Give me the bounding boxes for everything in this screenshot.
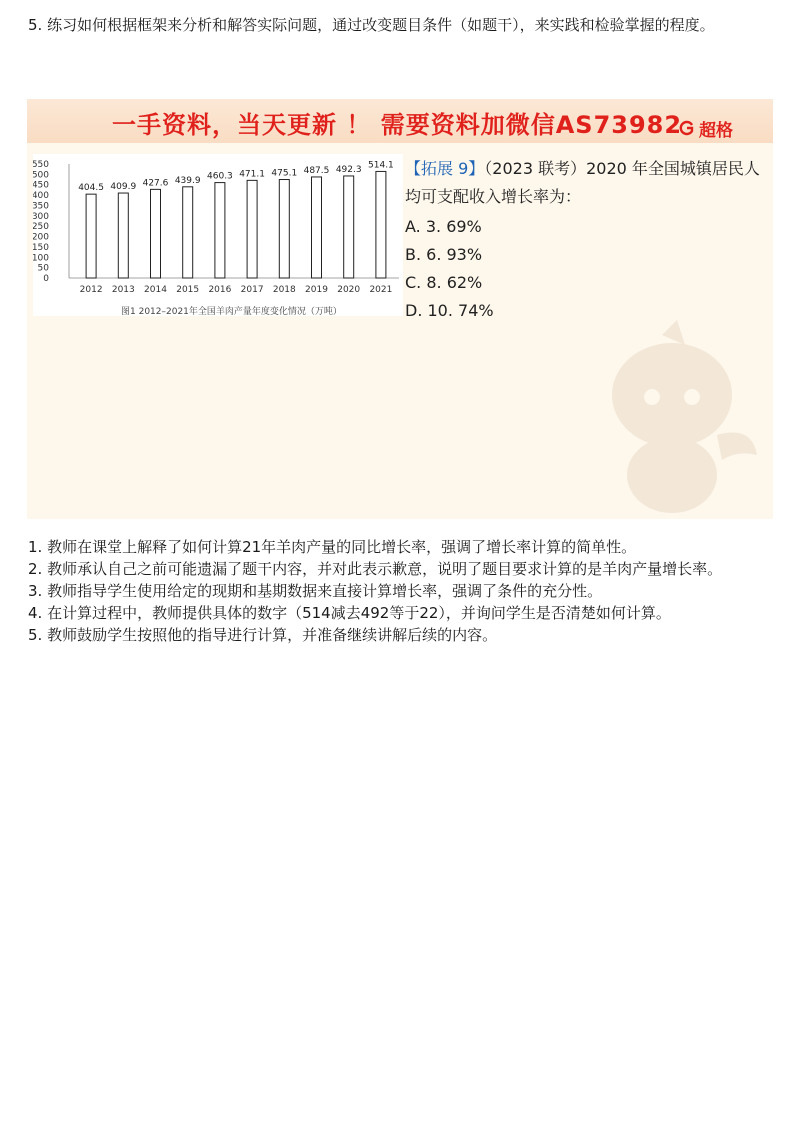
summary-item: 1. 教师在课堂上解释了如何计算21年羊肉产量的同比增长率，强调了增长率计算的简单性。 <box>28 538 637 556</box>
x-tick-label: 2012 <box>79 285 103 295</box>
bar-value-label: 460.3 <box>207 171 233 182</box>
option-c: C. 8. 62% <box>405 273 483 292</box>
y-tick-label: 400 <box>33 191 49 202</box>
y-tick-label: 100 <box>33 253 49 264</box>
banner-text: 一手资料，当天更新 ！ 需要资料加微信AS73982 <box>112 111 683 139</box>
question-stem <box>405 155 765 211</box>
x-tick-label: 2021 <box>369 285 393 295</box>
y-tick-label: 450 <box>33 180 49 191</box>
g-logo-icon <box>679 120 695 141</box>
mascot-watermark-icon <box>567 315 767 515</box>
intro-paragraph: 5. 练习如何根据框架来分析和解答实际问题，通过改变题目条件（如题干），来实践和检验掌握的程度。 <box>28 16 715 34</box>
bar <box>151 189 161 278</box>
bar <box>215 183 225 278</box>
summary-item: 5. 教师鼓励学生按照他的指导进行计算，并准备继续讲解后续的内容。 <box>28 626 498 644</box>
chart-caption: 图1 2012–2021年全国羊肉产量年度变化情况（万吨） <box>121 307 342 317</box>
bar-chart <box>33 154 403 316</box>
answer-options <box>405 213 765 325</box>
bar-value-label: 514.1 <box>368 160 394 171</box>
x-tick-label: 2018 <box>272 285 296 295</box>
bar-value-label: 487.5 <box>303 165 330 176</box>
slide-banner <box>27 99 773 143</box>
question-block <box>405 155 765 325</box>
summary-item: 4. 在计算过程中，教师提供具体的数字（514减去492等于22），并询问学生是否清楚如何计算。 <box>28 604 671 622</box>
option-b: B. 6. 93% <box>405 245 483 264</box>
bar-value-label: 471.1 <box>239 169 265 180</box>
bar <box>344 176 354 278</box>
y-tick-label: 50 <box>37 263 49 274</box>
summary-item: 2. 教师承认自己之前可能遗漏了题干内容，并对此表示歉意，说明了题目要求计算的是羊肉产量增长率。 <box>28 560 723 578</box>
summary-list <box>28 536 772 646</box>
x-tick-label: 2016 <box>208 285 232 295</box>
bar <box>312 177 322 278</box>
bar <box>376 171 386 278</box>
y-tick-label: 500 <box>33 170 49 181</box>
x-tick-label: 2017 <box>240 285 264 295</box>
bar <box>279 180 289 278</box>
y-tick-label: 550 <box>33 160 49 170</box>
x-tick-label: 2014 <box>144 285 167 295</box>
y-tick-label: 300 <box>33 211 49 222</box>
y-tick-label: 200 <box>33 232 49 243</box>
bar <box>247 180 257 278</box>
brand-name: 超格 <box>699 121 733 141</box>
question-tag: 【拓展 9】 <box>405 159 485 178</box>
y-tick-label: 150 <box>33 242 49 253</box>
x-tick-label: 2013 <box>111 285 135 295</box>
option-a: A. 3. 69% <box>405 217 482 236</box>
bar-value-label: 427.6 <box>142 178 169 189</box>
bar-value-label: 492.3 <box>335 164 362 175</box>
bar-value-label: 475.1 <box>271 168 298 179</box>
x-tick-label: 2015 <box>176 285 200 295</box>
y-tick-label: 250 <box>33 222 49 233</box>
x-tick-label: 2019 <box>305 285 328 295</box>
bar-value-label: 439.9 <box>174 175 201 186</box>
bar <box>86 194 96 278</box>
y-tick-label: 350 <box>33 201 49 212</box>
bar <box>118 193 128 278</box>
question-text: （2023 联考）2020 年全国城镇居民人均可支配收入增长率为： <box>405 159 760 206</box>
x-tick-label: 2020 <box>337 285 361 295</box>
option-d: D. 10. 74% <box>405 301 494 320</box>
bar-value-label: 409.9 <box>110 182 137 193</box>
summary-item: 3. 教师指导学生使用给定的现期和基期数据来直接计算增长率，强调了条件的充分性。 <box>28 582 603 600</box>
bar-value-label: 404.5 <box>78 183 104 194</box>
brand-logo <box>679 116 733 141</box>
lecture-slide-image <box>27 99 773 519</box>
bar <box>183 187 193 278</box>
bar-chart-svg <box>33 154 403 304</box>
y-tick-label: 0 <box>43 274 49 284</box>
